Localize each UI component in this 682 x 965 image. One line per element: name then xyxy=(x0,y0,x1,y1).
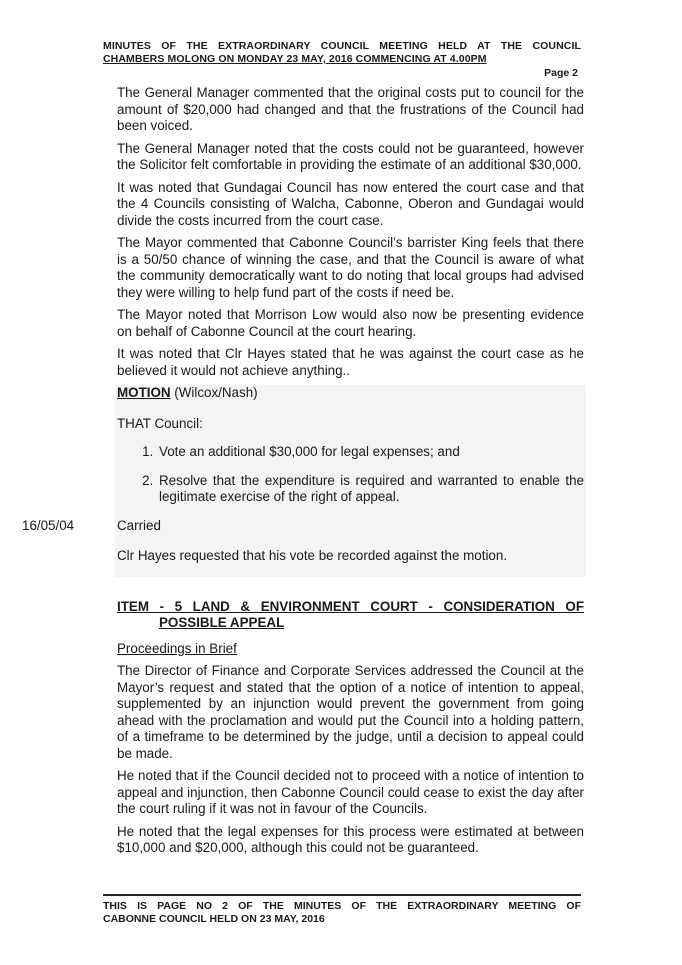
page-number: Page 2 xyxy=(544,67,578,79)
paragraph: The General Manager commented that the original costs put to council for the amount of $20,000 had changed and that the frustrations of the Council had been voiced. xyxy=(117,85,584,133)
paragraph: The Mayor noted that Morrison Low would also now be presenting evidence on behalf of Cabonne Council at the court hearing. xyxy=(117,307,584,339)
motion-title: MOTION xyxy=(117,385,171,400)
paragraph: The Mayor commented that Cabonne Council’s barrister King feels that there is a 50/50 chance of winning the case, and that the Council is aware of what the community democratically want to do noting that local groups had advised they were willing to help fund part of the costs if need be. xyxy=(117,235,584,300)
item-heading xyxy=(117,599,584,631)
footer-divider xyxy=(103,894,581,896)
motion-intro: THAT Council: xyxy=(117,415,203,431)
document-body xyxy=(22,85,584,863)
footer-line-1: THIS IS PAGE NO 2 OF THE MINUTES OF THE EXTRAORDINARY MEETING OF xyxy=(103,900,581,912)
motion-section xyxy=(22,385,586,577)
footer-line-2: CABONNE COUNCIL HELD ON 23 MAY, 2016 xyxy=(103,913,325,925)
motion-result: Carried xyxy=(117,517,161,533)
paragraph: The General Manager noted that the costs could not be guaranteed, however the Solicitor felt comfortable in providing the estimate of an additional $30,000. xyxy=(117,140,584,172)
item-heading-line-1: ITEM - 5 LAND & ENVIRONMENT COURT - CONSIDERATION OF xyxy=(117,598,584,614)
paragraph: It was noted that Gundagai Council has now entered the court case and that the 4 Councils consisting of Walcha, Cabonne, Oberon and Gundagai would divide the costs incurred from the court case. xyxy=(117,179,584,228)
paragraph: It was noted that Clr Hayes stated that he was against the court case as he believed it would not achieve anything.. xyxy=(117,346,584,378)
motion-movers: (Wilcox/Nash) xyxy=(170,385,258,400)
motion-item: 2. Resolve that the expenditure is required and warranted to enable the legitimate exercise of the right of appeal. xyxy=(157,473,584,506)
motion-heading xyxy=(117,385,584,402)
motion-list xyxy=(117,444,584,506)
paragraph: The Director of Finance and Corporate Services addressed the Council at the Mayor’s request and stated that the option of a notice of intention to appeal, supplemented by an injunction would prevent the government from going ahead with the proclamation and would put the Council into a holding pattern, of a timeframe to be determined by the judge, until a decision to appeal could be made. xyxy=(117,663,584,761)
page-header xyxy=(103,40,581,66)
motion-result-row xyxy=(22,517,584,535)
header-line-2: CHAMBERS MOLONG ON MONDAY 23 MAY, 2016 COMMENCING AT 4.00PM xyxy=(103,53,487,65)
header-line-1: MINUTES OF THE EXTRAORDINARY COUNCIL MEETING HELD AT THE COUNCIL xyxy=(103,40,581,52)
subheading: Proceedings in Brief xyxy=(117,640,237,656)
motion-item: 1. Vote an additional $30,000 for legal expenses; and xyxy=(157,444,584,461)
resolution-number: 16/05/04 xyxy=(22,517,75,533)
paragraph: He noted that if the Council decided not to proceed with a notice of intention to appeal and injunction, then Cabonne Council could cease to exist the day after the court ruling if it was not in favour of the Councils. xyxy=(117,768,584,816)
item-heading-line-2: POSSIBLE APPEAL xyxy=(159,614,285,630)
motion-note: Clr Hayes requested that his vote be recorded against the motion. xyxy=(117,548,508,563)
page-footer xyxy=(103,900,581,926)
paragraph: He noted that the legal expenses for this process were estimated at between $10,000 and $20,000, although this could not be guaranteed. xyxy=(117,823,584,855)
